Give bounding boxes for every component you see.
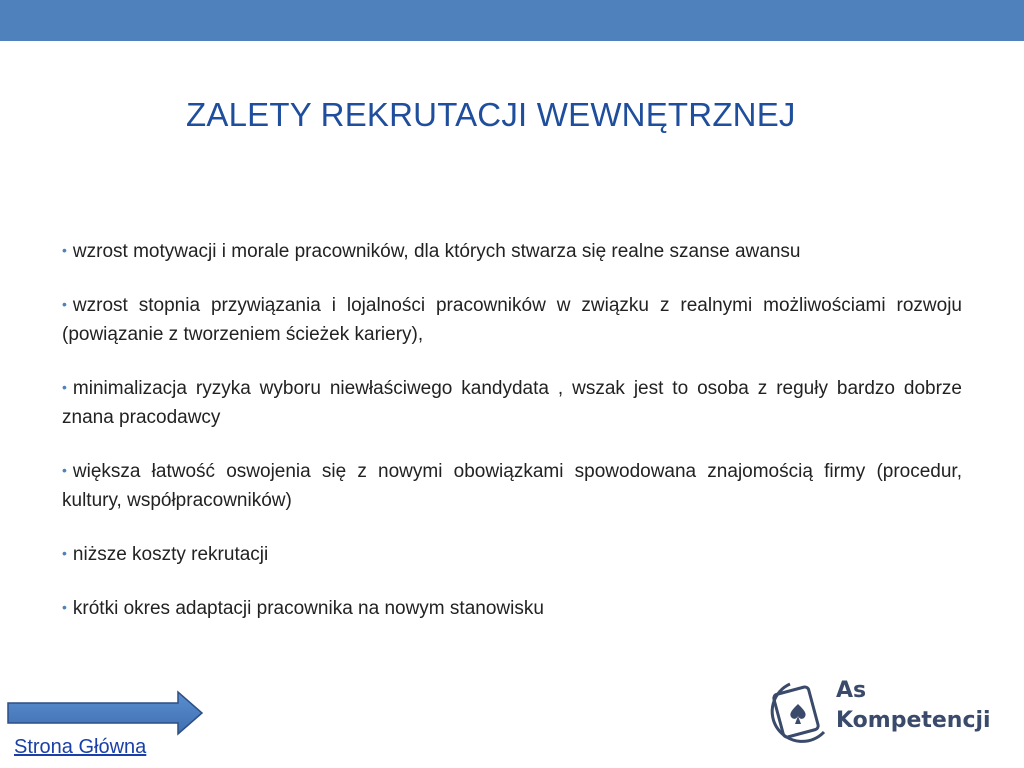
bullet-dot-icon: • [62,379,67,395]
slide-title: ZALETY REKRUTACJI WEWNĘTRZNEJ [186,96,796,133]
bullet-item: • krótki okres adaptacji pracownika na nowym stanowisku [62,598,544,619]
bullet-item: • wzrost motywacji i morale pracowników, dla których stwarza się realne szanse awansu [62,241,801,262]
bullet-list [62,236,962,647]
bullet-dot-icon: • [62,242,67,258]
logo-wordmark [836,676,991,736]
bullet-dot-icon: • [62,545,67,561]
top-accent-bar [0,0,1024,41]
home-link[interactable]: Strona Główna [14,736,147,758]
logo-line-1: As [836,678,867,703]
bullet-item: • większa łatwość oswojenia się z nowymi obowiązkami spowodowana znajomością firmy (procedur, kultury, współpracowników) [62,461,962,511]
bullet-dot-icon: • [62,599,67,615]
bullet-item: • wzrost stopnia przywiązania i lojalności pracowników w związku z realnymi możliwościami rozwoju (powiązanie z tworzeniem ścieżek kariery), [62,295,962,345]
bullet-dot-icon: • [62,462,67,478]
bullet-item: • niższe koszty rekrutacji [62,544,269,565]
logo-line-2: Kompetencji [836,708,991,733]
bullet-dot-icon: • [62,296,67,312]
bullet-item: • minimalizacja ryzyka wyboru niewłaściwego kandydata , wszak jest to osoba z reguły bardzo dobrze znana pracodawcy [62,378,962,428]
right-arrow-icon[interactable] [6,689,204,737]
